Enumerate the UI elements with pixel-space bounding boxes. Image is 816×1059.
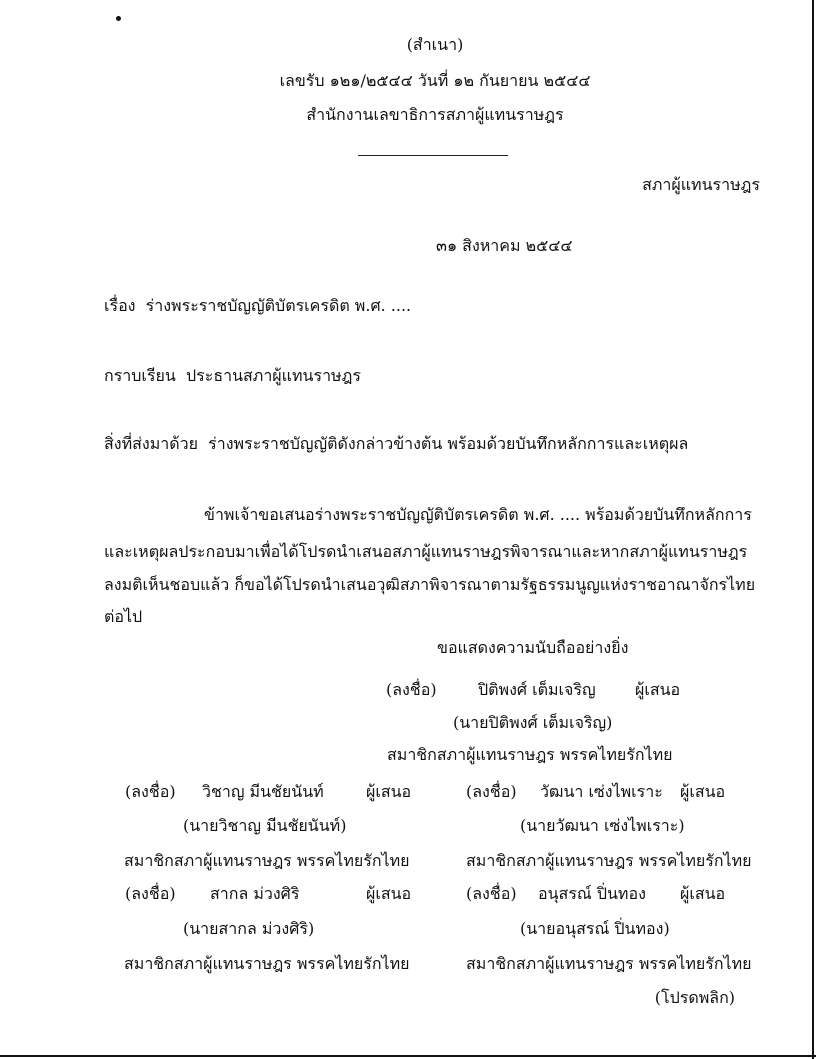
header-divider <box>358 155 508 156</box>
closing: ขอแสดงความนับถืออย่างยิ่ง <box>437 638 629 657</box>
letter-date: ๓๑ สิงหาคม ๒๕๔๔ <box>436 236 573 255</box>
right1-full-name: (นายวัฒนา เซ่งไพเราะ) <box>520 816 685 835</box>
left2-position: สมาชิกสภาผู้แทนราษฎร พรรคไทยรักไทย <box>124 954 410 973</box>
left2-proposer-label: ผู้เสนอ <box>366 884 412 903</box>
main-proposer-label: ผู้เสนอ <box>635 680 681 699</box>
left1-proposer-label: ผู้เสนอ <box>366 782 412 801</box>
subject-row <box>104 298 411 314</box>
left2-full-name: (นายสากล ม่วงศิริ) <box>183 919 315 938</box>
body-line-2: และเหตุผลประกอบมาเพื่อได้โปรดนำเสนอสภาผู้แทนราษฎรพิจารณาและหากสภาผู้แทนราษฎร <box>104 542 748 561</box>
right2-proposer-label: ผู้เสนอ <box>680 884 726 903</box>
receipt-line: เลขรับ ๑๒๑/๒๕๔๔ วันที่ ๑๒ กันยายน ๒๕๔๔ <box>279 71 591 90</box>
body-line-1: ข้าพเจ้าขอเสนอร่างพระราชบัญญัติบัตรเครดิต พ.ศ. .... พร้อมด้วยบันทึกหลักการ <box>204 505 752 524</box>
subject-text: ร่างพระราชบัญญัติบัตรเครดิต พ.ศ. .... <box>145 296 412 315</box>
left1-position: สมาชิกสภาผู้แทนราษฎร พรรคไทยรักไทย <box>124 851 410 870</box>
enclosure-text: ร่างพระราชบัญญัติดังกล่าวข้างต้น พร้อมด้วยบันทึกหลักการและเหตุผล <box>208 434 689 453</box>
right2-signature: อนุสรณ์ ปิ่นทอง <box>538 884 646 903</box>
right1-signature: วัฒนา เซ่งไพเราะ <box>540 782 663 801</box>
enclosure-row <box>104 436 688 452</box>
main-sign-label: (ลงชื่อ) <box>386 680 437 699</box>
right2-position: สมาชิกสภาผู้แทนราษฎร พรรคไทยรักไทย <box>466 954 752 973</box>
body-line-3: ลงมติเห็นชอบแล้ว ก็ขอได้โปรดนำเสนอวุฒิสภาพิจารณาตามรัฐธรรมนูญแห่งราชอาณาจักรไทย <box>104 575 756 594</box>
body-line-4: ต่อไป <box>104 607 143 626</box>
main-signature: ปิติพงศ์ เต็มเจริญ <box>478 680 596 699</box>
enclosure-label: สิ่งที่ส่งมาด้วย <box>104 434 198 453</box>
salutation-row <box>104 368 361 384</box>
right1-position: สมาชิกสภาผู้แทนราษฎร พรรคไทยรักไทย <box>466 851 752 870</box>
office-name: สำนักงานเลขาธิการสภาผู้แทนราษฎร <box>306 105 564 124</box>
turn-page-note: (โปรดพลิก) <box>654 988 735 1007</box>
salutation-label: กราบเรียน <box>104 366 176 385</box>
right1-proposer-label: ผู้เสนอ <box>680 782 726 801</box>
scan-border-bottom <box>0 1055 816 1057</box>
right1-sign-label: (ลงชื่อ) <box>466 782 517 801</box>
left2-sign-label: (ลงชื่อ) <box>125 884 176 903</box>
left1-signature: วิชาญ มีนชัยนันท์ <box>202 782 324 801</box>
main-full-name: (นายปิติพงศ์ เต็มเจริญ) <box>453 713 613 732</box>
scan-speck <box>116 16 121 21</box>
left1-full-name: (นายวิชาญ มีนชัยนันท์) <box>183 816 347 835</box>
sender: สภาผู้แทนราษฎร <box>642 175 760 194</box>
right2-sign-label: (ลงชื่อ) <box>466 884 517 903</box>
salutation-text: ประธานสภาผู้แทนราษฎร <box>185 366 361 385</box>
main-position: สมาชิกสภาผู้แทนราษฎร พรรคไทยรักไทย <box>387 745 673 764</box>
left2-signature: สากล ม่วงศิริ <box>210 884 300 903</box>
left1-sign-label: (ลงชื่อ) <box>125 782 176 801</box>
scan-border-right <box>812 0 814 1059</box>
subject-label: เรื่อง <box>104 296 136 315</box>
right2-full-name: (นายอนุสรณ์ ปิ่นทอง) <box>520 919 670 938</box>
copy-mark: (สำเนา) <box>406 35 464 54</box>
